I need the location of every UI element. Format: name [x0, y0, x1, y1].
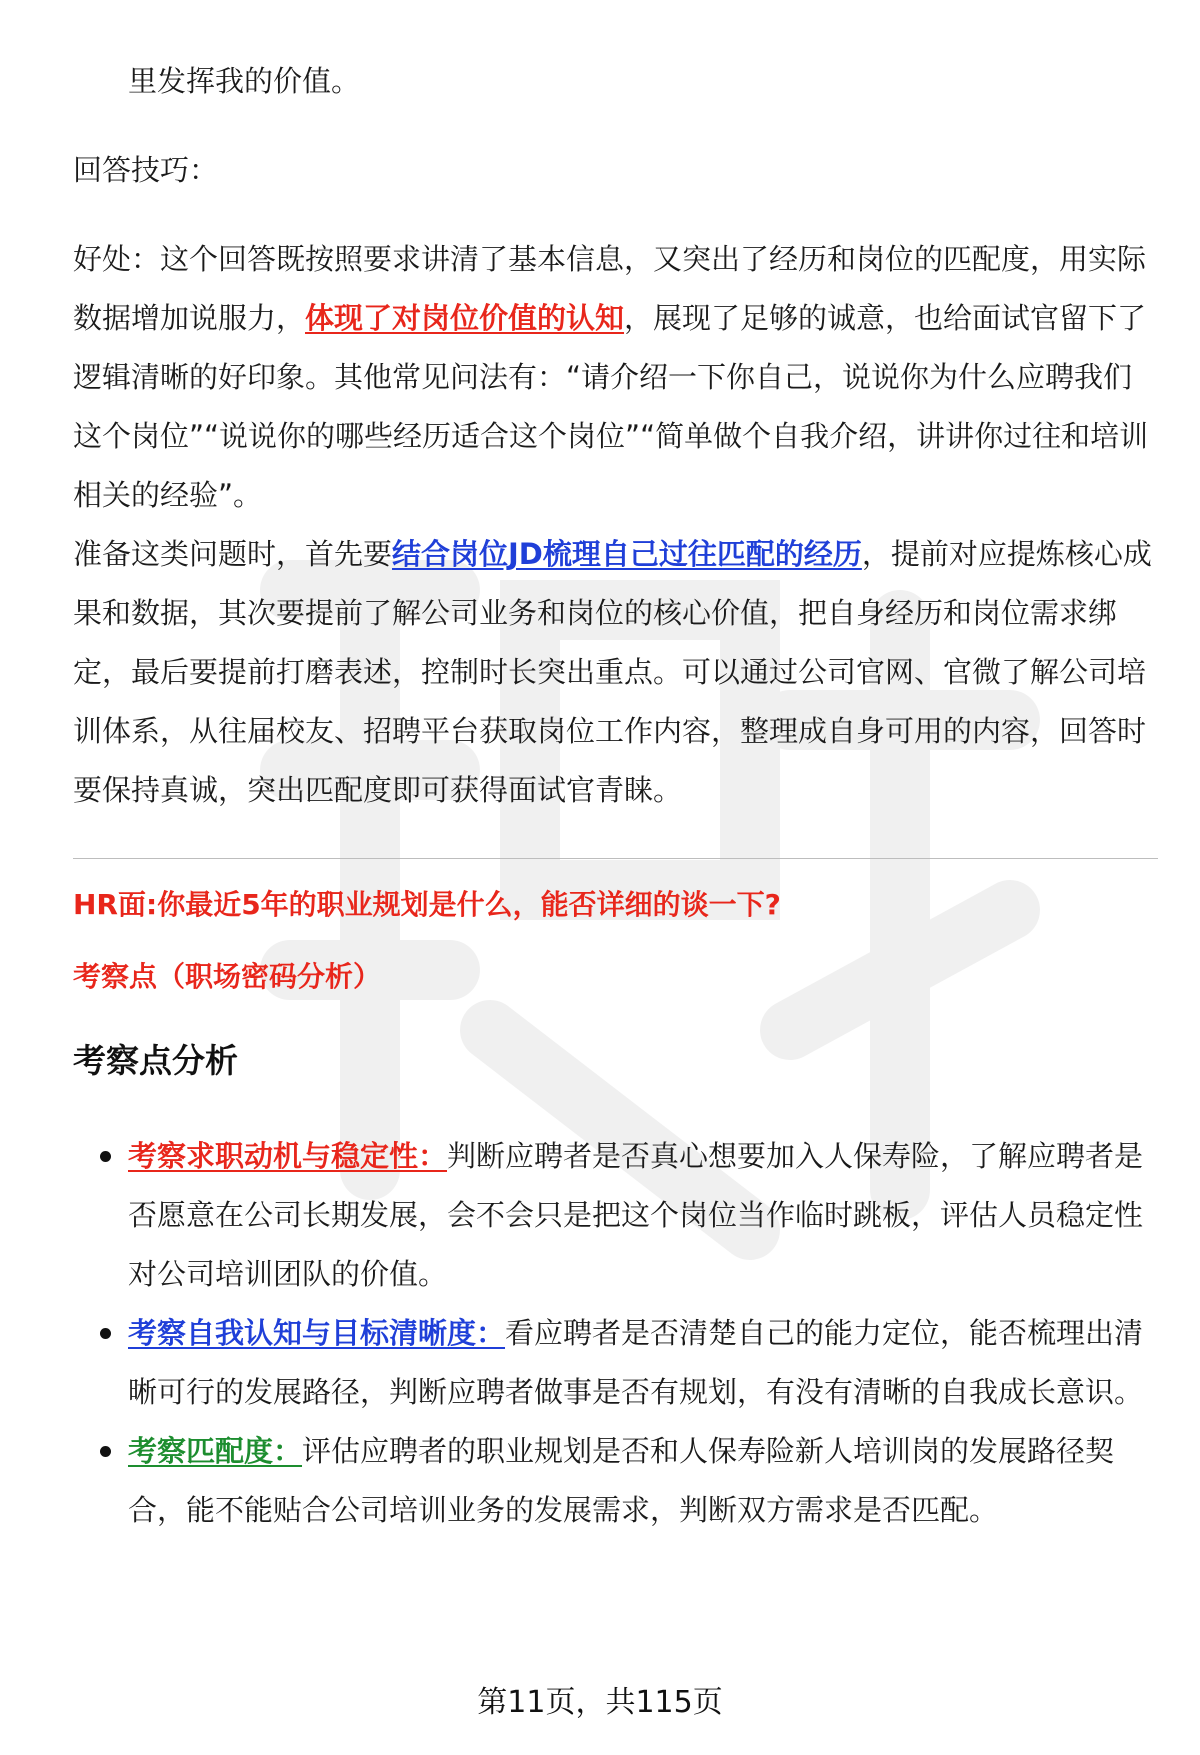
analysis-list	[73, 1127, 1153, 1540]
benefit-highlight: 体现了对岗位价值的认知	[305, 301, 625, 335]
bullet-label: 考察求职动机与稳定性：	[128, 1139, 448, 1173]
bullet-icon	[100, 1446, 111, 1457]
section-divider	[73, 858, 1158, 859]
page-number: 第11页，共115页	[477, 1685, 723, 1720]
prep-highlight: 结合岗位JD梳理自己过往匹配的经历	[392, 537, 862, 571]
bullet-icon	[100, 1328, 111, 1339]
list-item	[73, 1422, 1153, 1540]
content-column	[73, 52, 1153, 1540]
exam-point-label: 考察点（职场密码分析）	[73, 960, 382, 993]
tips-label: 回答技巧：	[73, 153, 219, 187]
prep-paragraph	[73, 525, 1153, 820]
list-item	[73, 1127, 1153, 1304]
bullet-text: 评估应聘者的职业规划是否和人保寿险新人培训岗的发展路径契合，能不能贴合公司培训业务的发展需求，判断双方需求是否匹配。	[128, 1434, 1115, 1527]
prep-text-1: 准备这类问题时，首先要	[73, 537, 393, 571]
bullet-label: 考察匹配度：	[128, 1434, 303, 1468]
bullet-text: 看应聘者是否清楚自己的能力定位，能否梳理出清晰可行的发展路径，判断应聘者做事是否有规划，有没有清晰的自我成长意识。	[128, 1316, 1144, 1409]
continuation-line: 里发挥我的价值。	[128, 64, 361, 98]
benefit-paragraph	[73, 230, 1153, 525]
list-item	[73, 1304, 1153, 1422]
bullet-text: 判断应聘者是否真心想要加入人保寿险，了解应聘者是否愿意在公司长期发展，会不会只是把这个岗位当作临时跳板，评估人员稳定性对公司培训团队的价值。	[128, 1139, 1144, 1291]
analysis-heading: 考察点分析	[73, 1041, 238, 1080]
benefit-text-2: ，展现了足够的诚意，也给面试官留下了逻辑清晰的好印象。其他常见问法有：“请介绍一下你自己，说说你为什么应聘我们这个岗位”“说说你的哪些经历适合这个岗位”“简单做个自我介绍，讲讲你过往和培训相关的经验”。	[73, 301, 1149, 512]
bullet-label: 考察自我认知与目标清晰度：	[128, 1316, 506, 1350]
question-title: HR面:你最近5年的职业规划是什么，能否详细的谈一下?	[73, 888, 781, 921]
prep-text-2: ，提前对应提炼核心成果和数据，其次要提前了解公司业务和岗位的核心价值，把自身经历和岗位需求绑定，最后要提前打磨表述，控制时长突出重点。可以通过公司官网、官微了解公司培训体系，从往届校友、招聘平台获取岗位工作内容，整理成自身可用的内容，回答时要保持真诚，突出匹配度即可获得面试官青睐。	[73, 537, 1152, 807]
bullet-icon	[100, 1151, 111, 1162]
benefit-text-1: 好处：这个回答既按照要求讲清了基本信息，又突出了经历和岗位的匹配度，用实际数据增加说服力，	[73, 242, 1147, 335]
